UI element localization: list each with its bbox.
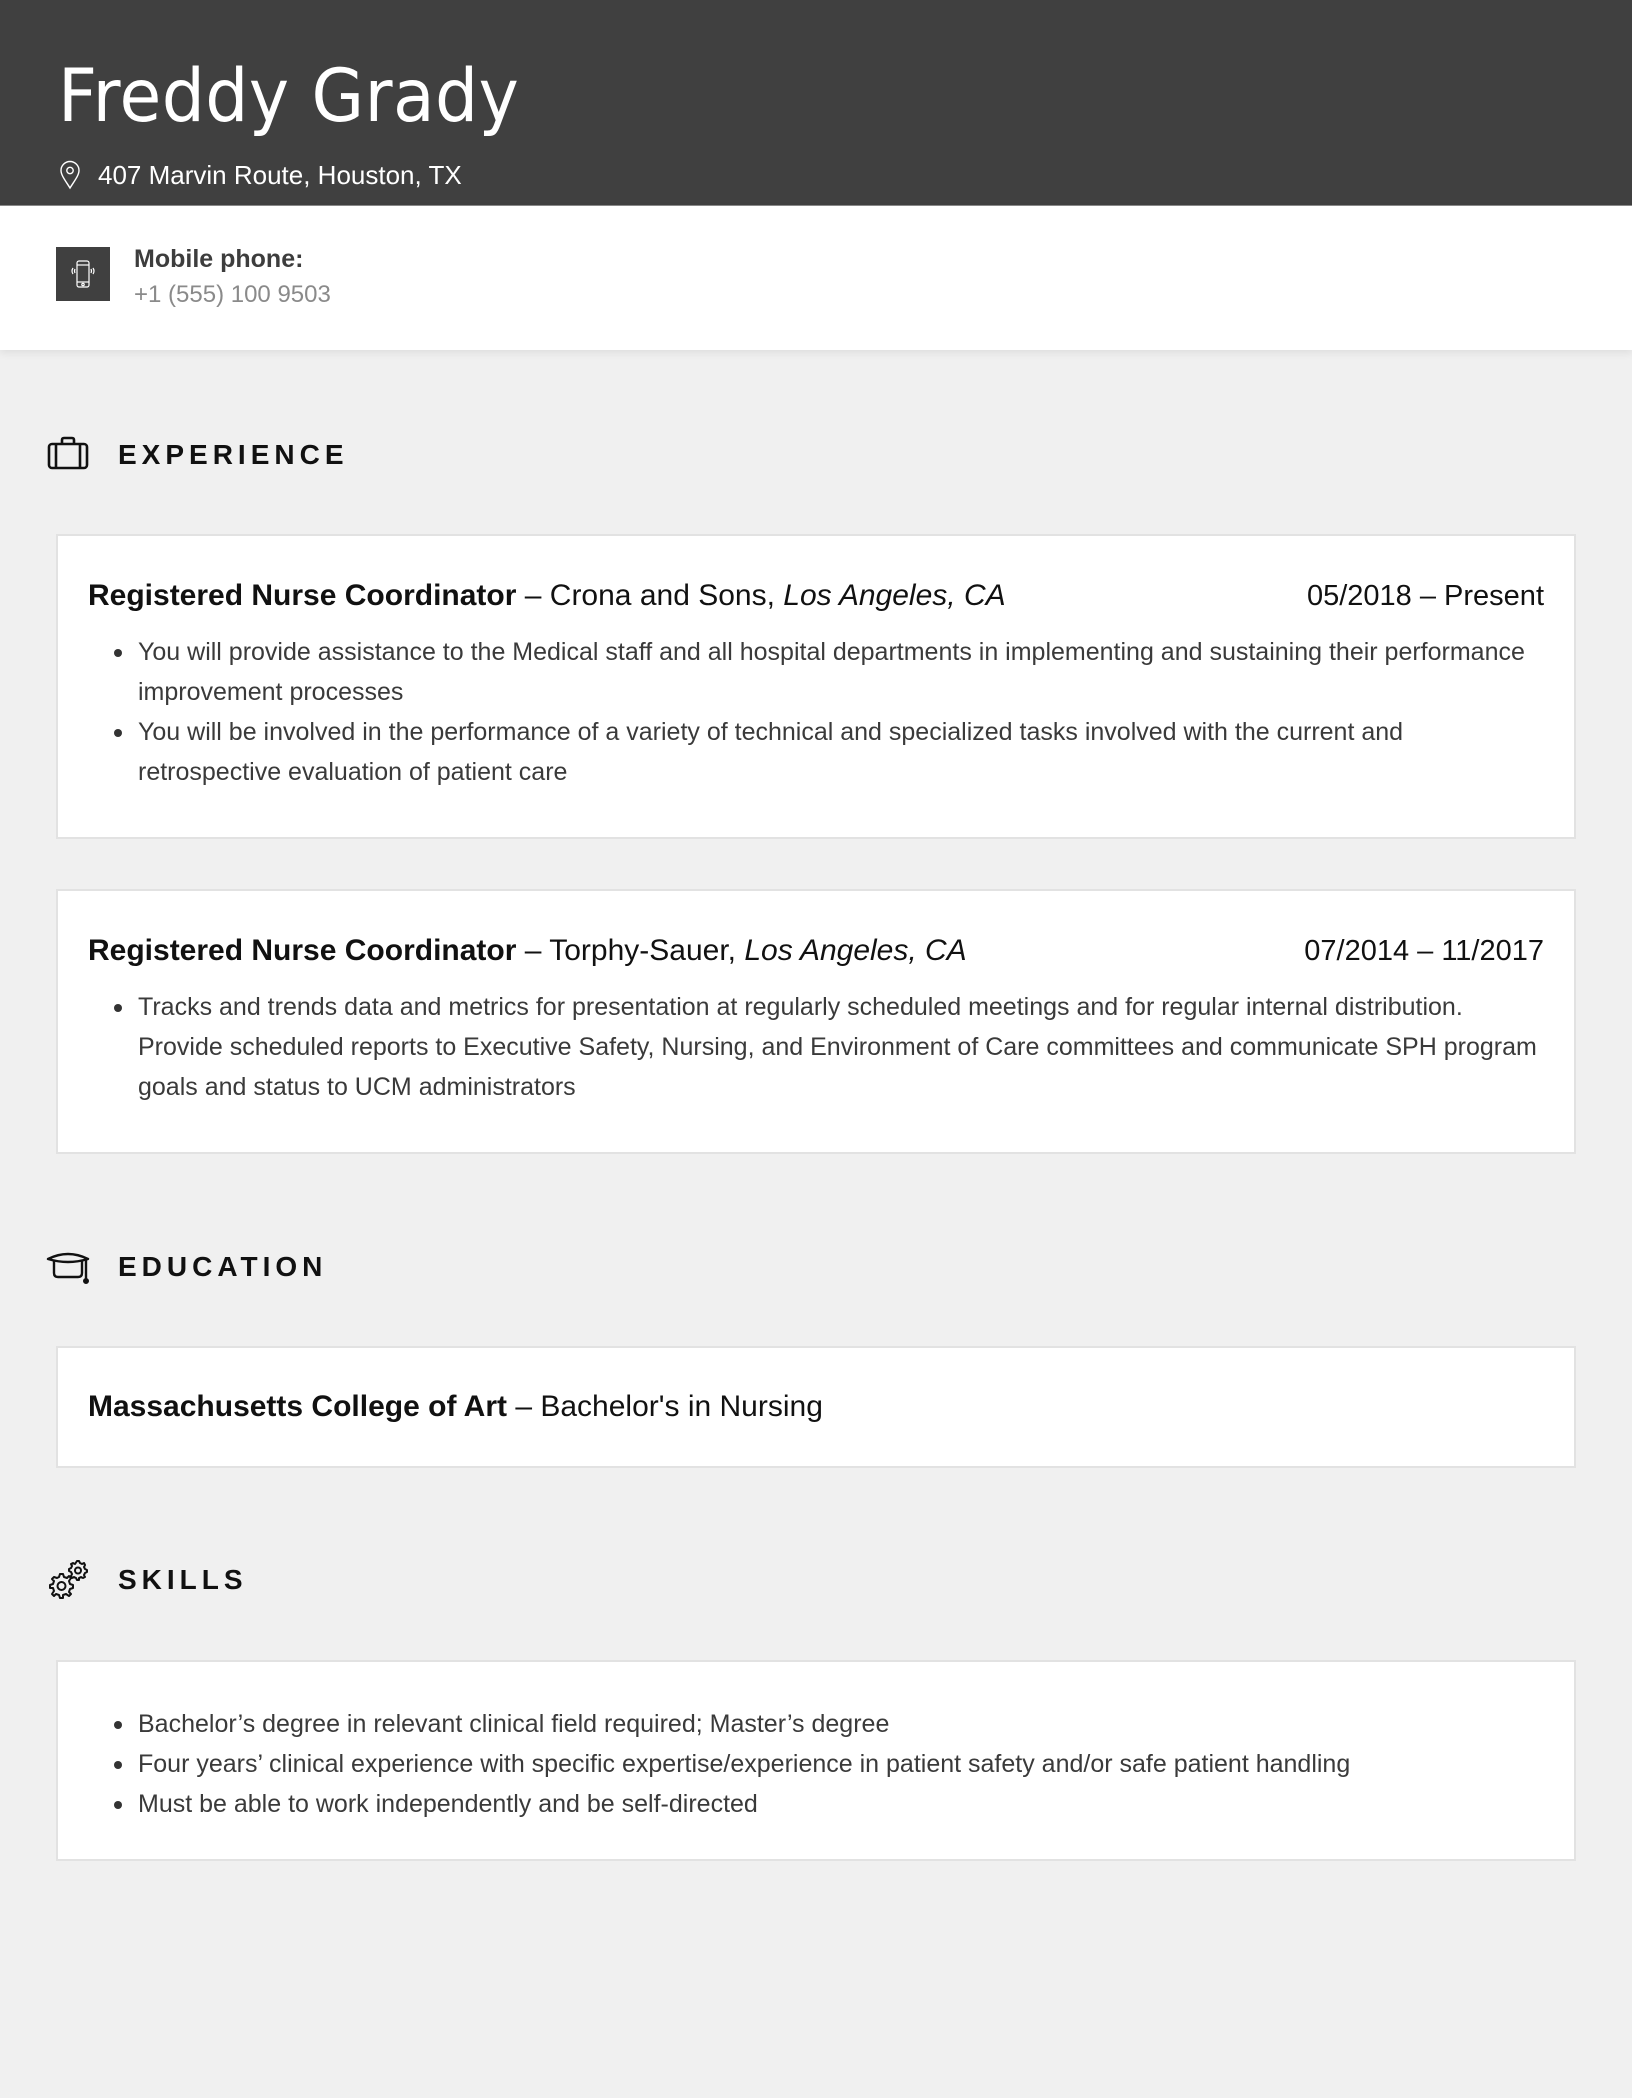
address-row — [58, 158, 462, 192]
skill-item: Four years’ clinical experience with specific expertise/experience in patient safety and/or safe patient handling — [106, 1744, 1544, 1784]
gears-icon — [46, 1558, 90, 1602]
mobile-phone-icon — [56, 247, 110, 301]
section-title: SKILLS — [118, 1564, 248, 1595]
address-text: 407 Marvin Route, Houston, TX — [98, 160, 462, 190]
skills-heading — [46, 1558, 248, 1602]
section-title: EXPERIENCE — [118, 439, 349, 470]
job-dates: 07/2014 – 11/2017 — [1304, 935, 1544, 967]
school-name: Massachusetts College of Art — [88, 1390, 507, 1423]
education-entry — [88, 1386, 823, 1428]
job-location: Los Angeles, CA — [783, 579, 1006, 612]
edu-separator: – — [507, 1390, 541, 1423]
job-company: Torphy-Sauer, — [549, 934, 745, 967]
experience-heading — [46, 433, 349, 477]
education-card — [56, 1346, 1576, 1468]
job-line — [88, 931, 967, 971]
experience-card — [56, 889, 1576, 1154]
job-company: Crona and Sons, — [549, 579, 784, 612]
map-pin-icon — [58, 160, 82, 190]
briefcase-icon — [46, 433, 90, 477]
phone-number: +1 (555) 100 9503 — [134, 281, 331, 308]
skills-card — [56, 1660, 1576, 1861]
skill-item: Bachelor’s degree in relevant clinical field required; Master’s degree — [106, 1704, 1544, 1744]
job-title: Registered Nurse Coordinator — [88, 934, 517, 967]
job-bullets — [106, 632, 1544, 792]
contact-strip — [0, 206, 1632, 350]
job-title: Registered Nurse Coordinator — [88, 579, 517, 612]
job-separator: – — [516, 579, 550, 612]
job-location: Los Angeles, CA — [744, 934, 967, 967]
job-bullets — [106, 987, 1544, 1107]
job-bullet: Tracks and trends data and metrics for presentation at regularly scheduled meetings and for regular internal distribution. Provide scheduled reports to Executive Safety, Nursing, and Environment of Care committees and communicate SPH program goals and status to UCM administrators — [106, 987, 1544, 1107]
graduation-cap-icon — [46, 1245, 90, 1289]
job-line — [88, 576, 1006, 616]
education-heading — [46, 1245, 327, 1289]
candidate-name: Freddy Grady — [58, 54, 520, 139]
job-bullet: You will be involved in the performance of a variety of technical and specialized tasks involved with the current and retrospective evaluation of patient care — [106, 712, 1544, 792]
job-header — [88, 576, 1544, 616]
phone-label: Mobile phone: — [134, 245, 304, 273]
job-separator: – — [516, 934, 550, 967]
job-header — [88, 931, 1544, 971]
job-dates: 05/2018 – Present — [1306, 580, 1544, 612]
resume-header — [0, 0, 1632, 206]
degree: Bachelor's in Nursing — [540, 1390, 823, 1423]
skills-list — [106, 1704, 1544, 1824]
skill-item: Must be able to work independently and be self-directed — [106, 1784, 1544, 1824]
section-title: EDUCATION — [118, 1251, 328, 1282]
job-bullet: You will provide assistance to the Medical staff and all hospital departments in implementing and sustaining their performance improvement processes — [106, 632, 1544, 712]
experience-card — [56, 534, 1576, 839]
